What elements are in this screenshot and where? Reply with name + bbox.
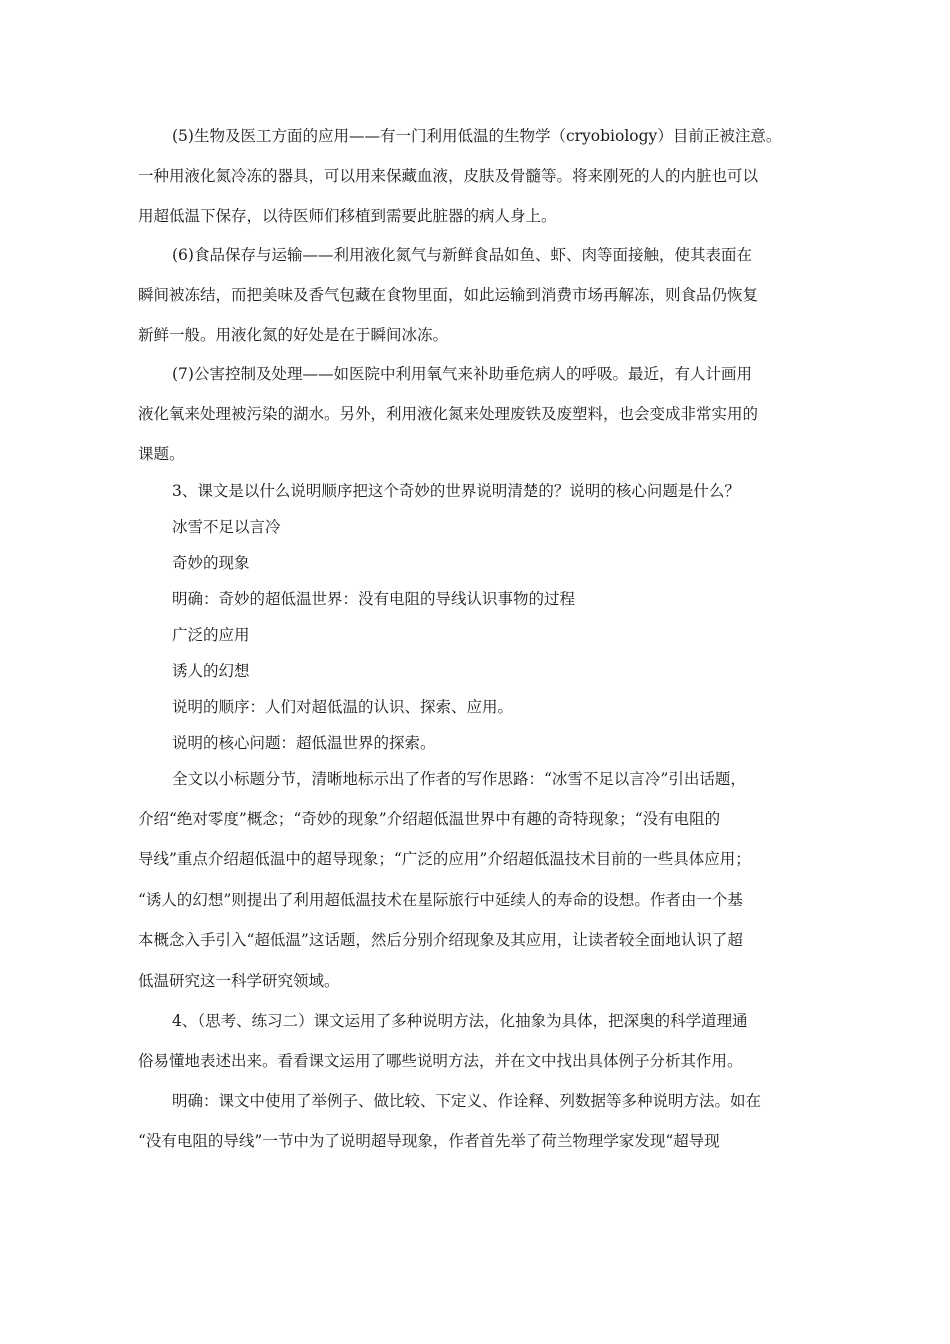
text-line: 俗易懂地表述出来。看看课文运用了哪些说明方法，并在文中找出具体例子分析其作用。	[138, 1052, 743, 1070]
text-line: 明确：奇妙的超低温世界：没有电阻的导线认识事物的过程	[172, 590, 576, 608]
text-line: 介绍“绝对零度”概念；“奇妙的现象”介绍超低温世界中有趣的奇特现象；“没有电阻的	[138, 810, 721, 828]
text-line: 奇妙的现象	[172, 554, 250, 572]
text-line: 课题。	[138, 445, 185, 463]
text-line: 新鲜一般。用液化氮的好处是在于瞬间冰冻。	[138, 326, 449, 344]
text-line: 冰雪不足以言冷	[172, 518, 281, 536]
text-line: 液化氧来处理被污染的湖水。另外，利用液化氮来处理废铁及废塑料，也会变成非常实用的	[138, 405, 759, 423]
text-line: (6)食品保存与运输——利用液化氮气与新鲜食品如鱼、虾、肉等面接触，使其表面在	[172, 246, 752, 264]
text-line: 明确：课文中使用了举例子、做比较、下定义、作诠释、列数据等多种说明方法。如在	[172, 1092, 762, 1110]
text-line: 瞬间被冻结，而把美味及香气包藏在食物里面，如此运输到消费市场再解冻，则食品仍恢复	[138, 286, 759, 304]
text-line: 诱人的幻想	[172, 662, 250, 680]
text-line: 低温研究这一科学研究领域。	[138, 972, 340, 990]
text-line: (5)生物及医工方面的应用——有一门利用低温的生物学（cryobiology）目前正被注意。	[172, 127, 782, 145]
text-line: 本概念入手引入“超低温”这话题，然后分别介绍现象及其应用，让读者较全面地认识了超	[138, 931, 743, 949]
question-heading: 4、（思考、练习二）课文运用了多种说明方法，化抽象为具体，把深奥的科学道理通	[172, 1012, 748, 1030]
text-line: “诱人的幻想”则提出了利用超低温技术在星际旅行中延续人的寿命的设想。作者由一个基	[138, 891, 743, 909]
text-line: 用超低温下保存，以待医师们移植到需要此脏器的病人身上。	[138, 207, 557, 225]
text-line: 一种用液化氮冷冻的器具，可以用来保藏血液，皮肤及骨髓等。将来刚死的人的内脏也可以	[138, 167, 759, 185]
text-line: “没有电阻的导线”一节中为了说明超导现象，作者首先举了荷兰物理学家发现“超导现	[138, 1132, 720, 1150]
text-line: 说明的顺序：人们对超低温的认识、探索、应用。	[172, 698, 514, 716]
text-line: 导线”重点介绍超低温中的超导现象；“广泛的应用”介绍超低温技术目前的一些具体应用；	[138, 850, 751, 868]
text-line: (7)公害控制及处理——如医院中利用氧气来补助垂危病人的呼吸。最近，有人计画用	[172, 365, 752, 383]
text-line: 说明的核心问题：超低温世界的探索。	[172, 734, 436, 752]
text-line: 全文以小标题分节，清晰地标示出了作者的写作思路：“冰雪不足以言冷”引出话题，	[172, 770, 746, 788]
text-line: 广泛的应用	[172, 626, 250, 644]
question-heading: 3、课文是以什么说明顺序把这个奇妙的世界说明清楚的？说明的核心问题是什么？	[172, 482, 740, 500]
